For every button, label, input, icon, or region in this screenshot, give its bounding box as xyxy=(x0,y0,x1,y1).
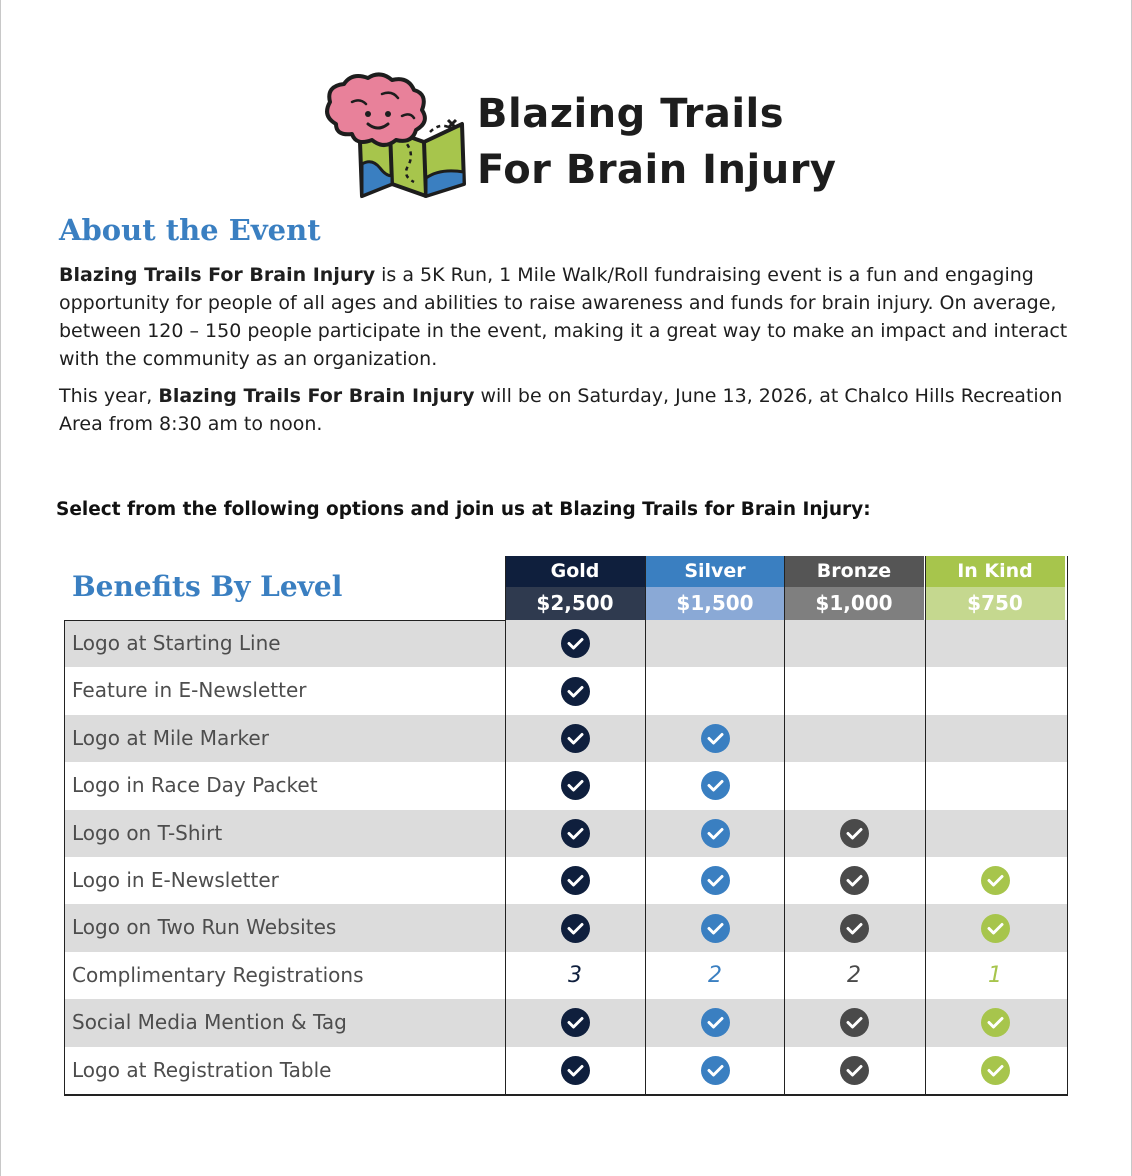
table-row xyxy=(64,999,1068,1046)
about-heading: About the Event xyxy=(59,213,321,247)
benefit-cell-inkind xyxy=(925,952,1065,999)
benefit-cell-inkind xyxy=(925,904,1065,951)
benefit-cell-silver xyxy=(645,857,785,904)
benefit-cell-bronze xyxy=(784,904,924,951)
checkmark-icon xyxy=(561,1056,590,1085)
table-row xyxy=(64,857,1068,904)
table-border-left xyxy=(64,620,65,1096)
tier-price-inkind: $750 xyxy=(925,587,1065,620)
benefit-cell-inkind xyxy=(925,620,1065,667)
benefit-label: Logo at Mile Marker xyxy=(72,725,269,750)
about-paragraph-2-start: This year, xyxy=(59,385,159,407)
tier-name-gold: Gold xyxy=(505,556,645,587)
logo-line-1: Blazing Trails xyxy=(477,91,785,137)
benefit-cell-silver xyxy=(645,999,785,1046)
checkmark-icon xyxy=(840,1056,869,1085)
checkmark-icon xyxy=(561,914,590,943)
checkmark-icon xyxy=(561,724,590,753)
benefit-cell-gold xyxy=(505,857,645,904)
event-logo xyxy=(322,72,837,200)
checkmark-icon xyxy=(981,1056,1010,1085)
benefit-cell-bronze xyxy=(784,667,924,714)
table-column-divider xyxy=(505,556,506,1096)
registration-count: 2 xyxy=(847,962,861,988)
benefit-label: Logo at Registration Table xyxy=(72,1057,332,1082)
about-paragraph-2-text: will be on Saturday, June 13, 2026, at Chalco Hills Recreation Area from 8:30 am to noon. xyxy=(59,385,1063,435)
benefit-cell-bronze xyxy=(784,810,924,857)
table-column-divider xyxy=(645,556,646,1096)
benefit-cell-silver xyxy=(645,715,785,762)
checkmark-icon xyxy=(561,819,590,848)
benefit-cell-inkind xyxy=(925,762,1065,809)
checkmark-icon xyxy=(561,629,590,658)
event-name-bold: Blazing Trails For Brain Injury xyxy=(59,264,376,286)
benefit-cell-gold xyxy=(505,667,645,714)
checkmark-icon xyxy=(701,724,730,753)
benefit-cell-inkind xyxy=(925,1047,1065,1094)
checkmark-icon xyxy=(981,866,1010,895)
brain-map-logo-icon xyxy=(322,72,472,200)
checkmark-icon xyxy=(701,771,730,800)
benefit-cell-gold xyxy=(505,762,645,809)
tier-price-gold: $2,500 xyxy=(505,587,645,620)
table-row xyxy=(64,762,1068,809)
benefit-cell-gold xyxy=(505,952,645,999)
checkmark-icon xyxy=(701,819,730,848)
table-column-divider xyxy=(784,556,785,1096)
benefit-cell-bronze xyxy=(784,952,924,999)
benefit-cell-gold xyxy=(505,620,645,667)
benefit-cell-silver xyxy=(645,667,785,714)
checkmark-icon xyxy=(840,819,869,848)
table-row xyxy=(64,810,1068,857)
checkmark-icon xyxy=(561,771,590,800)
benefit-label: Feature in E-Newsletter xyxy=(72,678,307,703)
tier-name-silver: Silver xyxy=(645,556,785,587)
select-options-text: Select from the following options and join us at Blazing Trails for Brain Injury: xyxy=(56,499,871,520)
checkmark-icon xyxy=(561,677,590,706)
logo-wordmark xyxy=(477,86,837,198)
benefit-cell-silver xyxy=(645,1047,785,1094)
benefit-cell-bronze xyxy=(784,762,924,809)
table-border-top xyxy=(64,620,505,621)
benefit-cell-silver xyxy=(645,904,785,951)
benefit-label: Logo in E-Newsletter xyxy=(72,867,279,892)
benefit-label: Social Media Mention & Tag xyxy=(72,1010,347,1035)
tier-header-silver xyxy=(645,556,785,620)
table-row xyxy=(64,904,1068,951)
checkmark-icon xyxy=(701,1008,730,1037)
checkmark-icon xyxy=(701,866,730,895)
table-row xyxy=(64,715,1068,762)
benefit-cell-inkind xyxy=(925,857,1065,904)
benefit-cell-bronze xyxy=(784,999,924,1046)
benefit-cell-silver xyxy=(645,762,785,809)
benefit-cell-bronze xyxy=(784,857,924,904)
about-paragraph-1-text: is a 5K Run, 1 Mile Walk/Roll fundraising event is a fun and engaging opportunity for people of all ages and abilities to raise awareness and funds for brain injury. On average, between 120 – 150 people participate in the event, making it a great way to make an impact and interact with the community as an organization. xyxy=(59,264,1068,370)
checkmark-icon xyxy=(701,914,730,943)
about-paragraph-1 xyxy=(59,261,1099,373)
benefit-cell-gold xyxy=(505,999,645,1046)
benefit-cell-bronze xyxy=(784,715,924,762)
tier-name-bronze: Bronze xyxy=(784,556,924,587)
benefit-label: Logo at Starting Line xyxy=(72,631,281,655)
table-row xyxy=(64,667,1068,714)
benefits-heading: Benefits By Level xyxy=(72,570,343,603)
benefit-cell-inkind xyxy=(925,810,1065,857)
benefit-cell-inkind xyxy=(925,715,1065,762)
logo-line-2: For Brain Injury xyxy=(477,147,837,193)
registration-count: 1 xyxy=(988,962,1002,988)
tier-name-inkind: In Kind xyxy=(925,556,1065,587)
registration-count: 2 xyxy=(708,962,722,988)
tier-header-gold xyxy=(505,556,645,620)
registration-count: 3 xyxy=(568,962,582,988)
checkmark-icon xyxy=(981,1008,1010,1037)
checkmark-icon xyxy=(840,914,869,943)
tier-header-bronze xyxy=(784,556,924,620)
tier-price-bronze: $1,000 xyxy=(784,587,924,620)
table-border-bottom xyxy=(64,1094,1068,1096)
benefit-cell-gold xyxy=(505,1047,645,1094)
benefit-cell-silver xyxy=(645,620,785,667)
benefit-label: Complimentary Registrations xyxy=(72,962,364,987)
benefit-label: Logo on Two Run Websites xyxy=(72,915,337,940)
checkmark-icon xyxy=(840,866,869,895)
benefit-cell-bronze xyxy=(784,1047,924,1094)
benefit-cell-gold xyxy=(505,715,645,762)
benefit-cell-inkind xyxy=(925,999,1065,1046)
checkmark-icon xyxy=(981,914,1010,943)
checkmark-icon xyxy=(701,1056,730,1085)
benefits-table xyxy=(64,620,1068,1094)
table-row xyxy=(64,952,1068,999)
table-row xyxy=(64,1047,1068,1094)
checkmark-icon xyxy=(561,1008,590,1037)
benefit-cell-inkind xyxy=(925,667,1065,714)
event-name-bold: Blazing Trails For Brain Injury xyxy=(158,385,475,407)
tier-price-silver: $1,500 xyxy=(645,587,785,620)
checkmark-icon xyxy=(840,1008,869,1037)
benefit-cell-silver xyxy=(645,810,785,857)
table-column-divider xyxy=(1067,556,1068,1096)
about-paragraph-2 xyxy=(59,382,1099,438)
benefit-label: Logo in Race Day Packet xyxy=(72,773,318,798)
benefit-cell-gold xyxy=(505,904,645,951)
benefit-label: Logo on T-Shirt xyxy=(72,820,223,845)
table-column-divider xyxy=(925,556,926,1096)
tier-header-inkind xyxy=(925,556,1065,620)
benefit-cell-silver xyxy=(645,952,785,999)
checkmark-icon xyxy=(561,866,590,895)
benefit-cell-gold xyxy=(505,810,645,857)
table-row xyxy=(64,620,1068,667)
benefit-cell-bronze xyxy=(784,620,924,667)
